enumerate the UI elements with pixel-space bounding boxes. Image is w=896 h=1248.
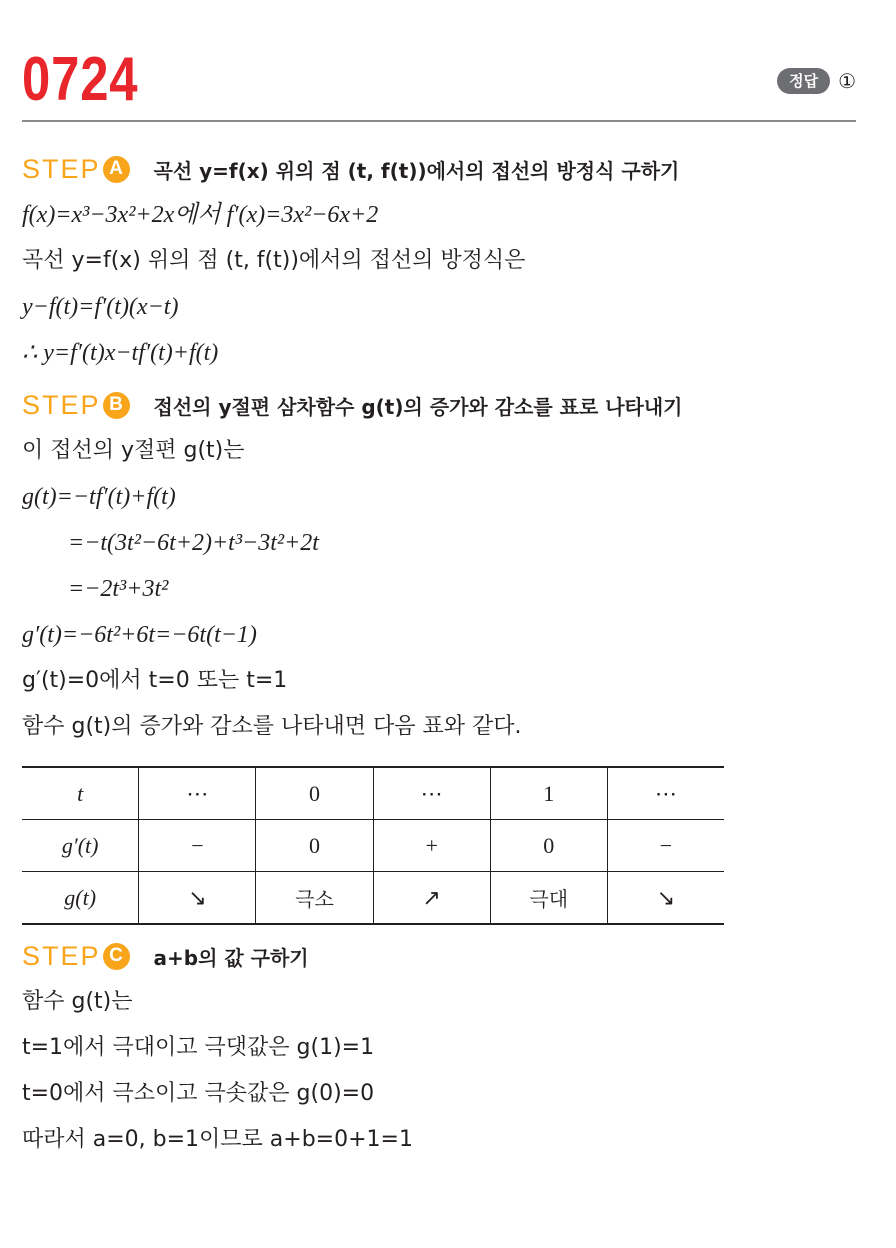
tangent-intro-line: 곡선 y=f(x) 위의 점 (t, f(t))에서의 접선의 방정식은 bbox=[22, 248, 526, 273]
table-cell: t bbox=[22, 767, 139, 820]
g-expansion: =−t(3t²−6t+2)+t³−3t²+2t bbox=[68, 530, 319, 556]
decreasing-arrow-icon: ↘ bbox=[607, 872, 724, 925]
table-cell: − bbox=[607, 820, 724, 872]
step-c-circle-icon: C bbox=[103, 943, 130, 970]
derivative-line: f(x)=x³−3x²+2x에서 f′(x)=3x²−6x+2 bbox=[22, 202, 379, 228]
step-label: STEP bbox=[22, 390, 101, 420]
step-b-heading bbox=[22, 382, 856, 428]
step-label: STEP bbox=[22, 154, 101, 184]
y-intercept-intro: 이 접선의 y절편 g(t)는 bbox=[22, 438, 245, 463]
final-answer-line: 따라서 a=0, b=1이므로 a+b=0+1=1 bbox=[22, 1127, 413, 1152]
increase-decrease-table bbox=[22, 766, 724, 925]
table-cell: 1 bbox=[490, 767, 607, 820]
table-cell: 극소 bbox=[256, 872, 373, 925]
g-simplified: =−2t³+3t² bbox=[68, 576, 169, 602]
g-derivative: g′(t)=−6t²+6t=−6t(t−1) bbox=[22, 622, 257, 648]
problem-number: 0724 bbox=[22, 45, 139, 114]
table-cell: − bbox=[139, 820, 256, 872]
solution-body bbox=[22, 140, 856, 1163]
table-row bbox=[22, 872, 724, 925]
local-min-line: t=0에서 극소이고 극솟값은 g(0)=0 bbox=[22, 1081, 375, 1106]
step-b-title: 접선의 y절편 삼차함수 g(t)의 증가와 감소를 표로 나타내기 bbox=[153, 394, 683, 419]
table-cell: ⋯ bbox=[607, 767, 724, 820]
table-cell: g′(t) bbox=[22, 820, 139, 872]
increasing-arrow-icon: ↗ bbox=[373, 872, 490, 925]
tangent-equation: y−f(t)=f′(t)(x−t) bbox=[22, 294, 179, 320]
table-cell: + bbox=[373, 820, 490, 872]
table-cell: 0 bbox=[256, 820, 373, 872]
problem-header bbox=[22, 40, 856, 122]
table-cell: 0 bbox=[490, 820, 607, 872]
answer-value: ① bbox=[838, 69, 856, 93]
table-row bbox=[22, 820, 724, 872]
table-cell: 0 bbox=[256, 767, 373, 820]
g-definition: g(t)=−tf′(t)+f(t) bbox=[22, 484, 176, 510]
step-b-circle-icon: B bbox=[103, 392, 130, 419]
table-cell: g(t) bbox=[22, 872, 139, 925]
tangent-equation-simplified: ∴ y=f′(t)x−tf′(t)+f(t) bbox=[22, 340, 219, 366]
conclusion-intro: 함수 g(t)는 bbox=[22, 989, 133, 1014]
step-a-heading bbox=[22, 146, 856, 192]
table-cell: 극대 bbox=[490, 872, 607, 925]
step-c-heading bbox=[22, 933, 856, 979]
decreasing-arrow-icon: ↘ bbox=[139, 872, 256, 925]
local-max-line: t=1에서 극대이고 극댓값은 g(1)=1 bbox=[22, 1035, 375, 1060]
answer-indicator bbox=[777, 68, 856, 94]
table-row bbox=[22, 767, 724, 820]
step-a-title: 곡선 y=f(x) 위의 점 (t, f(t))에서의 접선의 방정식 구하기 bbox=[153, 158, 680, 183]
table-intro-line: 함수 g(t)의 증가와 감소를 나타내면 다음 표와 같다. bbox=[22, 714, 522, 739]
table-cell: ⋯ bbox=[139, 767, 256, 820]
answer-badge: 정답 bbox=[777, 68, 830, 94]
step-a-circle-icon: A bbox=[103, 156, 130, 183]
step-c-title: a+b의 값 구하기 bbox=[153, 945, 309, 970]
critical-points-line: g′(t)=0에서 t=0 또는 t=1 bbox=[22, 668, 288, 693]
header-divider bbox=[22, 120, 856, 122]
step-label: STEP bbox=[22, 941, 101, 971]
table-cell: ⋯ bbox=[373, 767, 490, 820]
